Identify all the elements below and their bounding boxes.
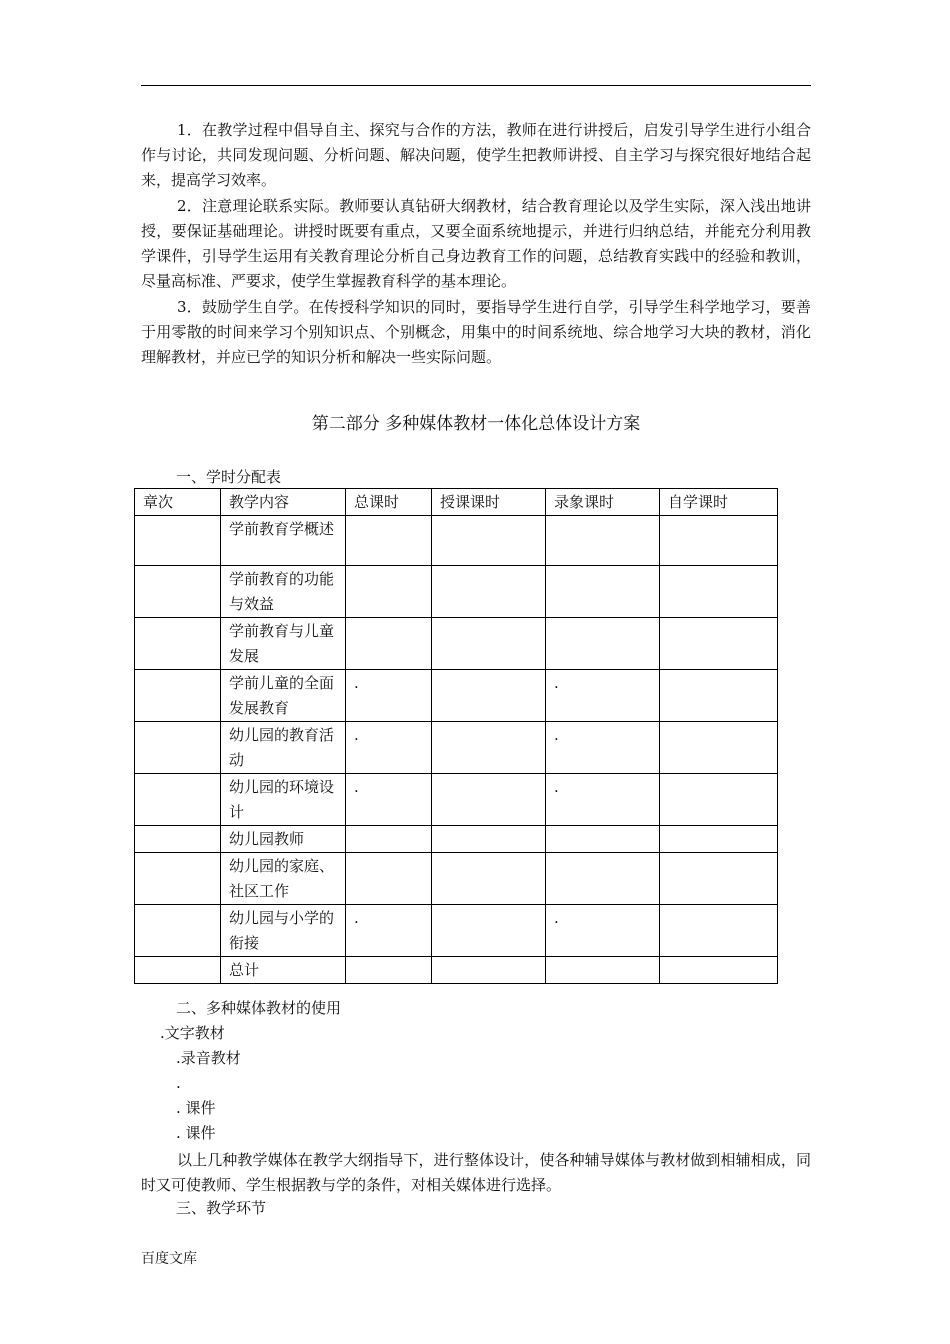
table-cell: 学前教育与儿童发展: [221, 618, 346, 670]
table-cell: [432, 516, 546, 566]
table-cell: [346, 566, 432, 618]
table-cell: [346, 957, 432, 984]
table-header-cell: 章次: [135, 489, 221, 516]
table-cell: 学前教育的功能与效益: [221, 566, 346, 618]
table-row: [135, 826, 778, 853]
table-cell: [660, 853, 778, 905]
table-cell: [135, 905, 221, 957]
table-row: [135, 722, 778, 774]
table-cell: [135, 566, 221, 618]
table-cell: [660, 774, 778, 826]
table-cell: [660, 618, 778, 670]
table-row: [135, 670, 778, 722]
table-row: [135, 516, 778, 566]
table-cell: [432, 826, 546, 853]
table-cell: [660, 826, 778, 853]
section3-title: 三、教学环节: [176, 1199, 267, 1217]
table-header-cell: 录象课时: [546, 489, 660, 516]
table-total-row: [135, 957, 778, 984]
table-cell: .: [546, 670, 660, 722]
table-cell: .: [346, 774, 432, 826]
table-cell: [346, 853, 432, 905]
table-cell: [432, 957, 546, 984]
media-item-courseware: . 课件: [176, 1099, 216, 1117]
table-header-cell: 教学内容: [221, 489, 346, 516]
table-cell: 幼儿园与小学的衔接: [221, 905, 346, 957]
table-cell: 幼儿园的家庭、社区工作: [221, 853, 346, 905]
paragraph-2: 2．注意理论联系实际。教师要认真钻研大纲教材，结合教育理论以及学生实际，深入浅出地讲授，要保证基础理论。讲授时既要有重点，又要全面系统地提示，并进行归纳总结，并能充分利用教学课件，引导学生运用有关教育理论分析自己身边教育工作的问题，总结教育实践中的经验和教训，尽量高标准、严要求，使学生掌握教育科学的基本理论。: [141, 197, 811, 290]
table-cell: 学前教育学概述: [221, 516, 346, 566]
table-cell: [432, 905, 546, 957]
table-cell: [546, 618, 660, 670]
table-cell: [135, 853, 221, 905]
table-cell: [432, 670, 546, 722]
media-item-audio: .录音教材: [176, 1049, 241, 1067]
table-header-row: [135, 489, 778, 516]
table-header-cell: 授课课时: [432, 489, 546, 516]
section2-title: 二、多种媒体教材的使用: [176, 999, 342, 1017]
table-cell: [660, 905, 778, 957]
table-cell: [546, 516, 660, 566]
paragraph-3: 3．鼓励学生自学。在传授科学知识的同时，要指导学生进行自学，引导学生科学地学习，要善于用零散的时间来学习个别知识点、个别概念，用集中的时间系统地、综合地学习大块的教材，消化理解教材，并应已学的知识分析和解决一些实际问题。: [141, 298, 811, 366]
table-cell: [660, 566, 778, 618]
part-title: 第二部分 多种媒体教材一体化总体设计方案: [311, 414, 641, 434]
summary-paragraph: 以上几种教学媒体在教学大纲指导下，进行整体设计，使各种辅导媒体与教材做到相辅相成，同时又可使教师、学生根据教与学的条件，对相关媒体进行选择。: [141, 1151, 811, 1194]
table-cell: [346, 618, 432, 670]
table-cell: .: [546, 722, 660, 774]
table-row: [135, 774, 778, 826]
table-cell: 幼儿园的教育活动: [221, 722, 346, 774]
table-cell: [135, 826, 221, 853]
table-cell: 总计: [221, 957, 346, 984]
media-item-text: .文字教材: [160, 1024, 225, 1042]
table-cell: [135, 670, 221, 722]
table-cell: 学前儿童的全面发展教育: [221, 670, 346, 722]
table-cell: .: [346, 722, 432, 774]
table-cell: [135, 722, 221, 774]
section1-title: 一、学时分配表: [176, 468, 282, 486]
table-row: [135, 853, 778, 905]
table-row: [135, 905, 778, 957]
table-cell: [660, 722, 778, 774]
table-header-cell: 自学课时: [660, 489, 778, 516]
table-cell: [346, 826, 432, 853]
table-cell: .: [546, 905, 660, 957]
paragraph-1: 1．在教学过程中倡导自主、探究与合作的方法，教师在进行讲授后，启发引导学生进行小组合作与讨论，共同发现问题、分析问题、解决问题，使学生把教师讲授、自主学习与探究很好地结合起来，提高学习效率。: [141, 121, 811, 189]
table-cell: [660, 957, 778, 984]
table-cell: .: [346, 670, 432, 722]
table-cell: [135, 618, 221, 670]
table-cell: [432, 722, 546, 774]
table-cell: [546, 566, 660, 618]
table-cell: .: [546, 774, 660, 826]
table-cell: [660, 670, 778, 722]
table-cell: 幼儿园教师: [221, 826, 346, 853]
table-cell: [432, 853, 546, 905]
table-row: [135, 566, 778, 618]
media-item-3: .: [176, 1074, 181, 1092]
header-rule: [141, 85, 811, 86]
table-header-cell: 总课时: [346, 489, 432, 516]
table-cell: [432, 566, 546, 618]
table-cell: [546, 957, 660, 984]
table-cell: [546, 826, 660, 853]
hours-table: [134, 488, 778, 984]
media-item-courseware-2: . 课件: [176, 1124, 216, 1142]
table-row: [135, 618, 778, 670]
table-cell: 幼儿园的环境设计: [221, 774, 346, 826]
table-cell: [660, 516, 778, 566]
table-cell: [432, 774, 546, 826]
table-cell: [546, 853, 660, 905]
table-cell: [432, 618, 546, 670]
footer-brand: 百度文库: [141, 1251, 197, 1267]
table-cell: [346, 516, 432, 566]
table-cell: .: [346, 905, 432, 957]
table-cell: [135, 516, 221, 566]
table-cell: [135, 774, 221, 826]
table-cell: [135, 957, 221, 984]
